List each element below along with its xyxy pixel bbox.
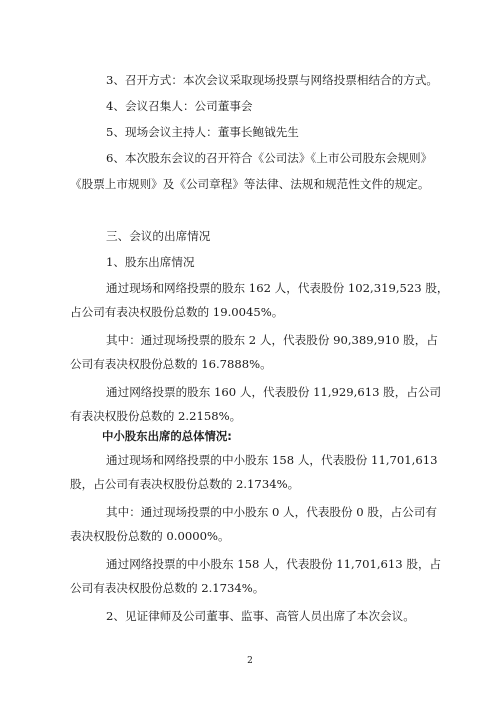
para-minority-online-line-2: 公司有表决权股份总数的 2.1734%。 xyxy=(70,581,265,595)
item-6-compliance-line-1: 6、本次股东会议的召开符合《公司法》《上市公司股东会规则》 xyxy=(106,151,433,165)
para-online-attendance-line-1: 通过网络投票的股东 160 人，代表股份 11,929,613 股，占公司 xyxy=(106,385,442,399)
para-minority-total-line-1: 通过现场和网络投票的中小股东 158 人，代表股份 11,701,613 xyxy=(106,453,438,467)
para-onsite-attendance-line-1: 其中：通过现场投票的股东 2 人，代表股份 90,389,910 股，占 xyxy=(106,333,438,347)
item-2-witness-attendance: 2、见证律师及公司董事、监事、高管人员出席了本次会议。 xyxy=(106,609,415,623)
item-5-host: 5、现场会议主持人：董事长鲍钺先生 xyxy=(106,125,299,139)
item-3-meeting-method: 3、召开方式：本次会议采取现场投票与网络投票相结合的方式。 xyxy=(106,73,439,87)
para-minority-total-line-2: 股，占公司有表决权股份总数的 2.1734%。 xyxy=(70,477,300,491)
item-6-compliance-line-2: 《股票上市规则》及《公司章程》等法律、法规和规范性文件的规定。 xyxy=(70,177,430,191)
subheading-shareholder-attendance: 1、股东出席情况 xyxy=(106,255,195,269)
para-total-attendance-line-1: 通过现场和网络投票的股东 162 人，代表股份 102,319,523 股， xyxy=(106,281,449,295)
para-minority-onsite-line-2: 表决权股份总数的 0.0000%。 xyxy=(70,529,230,543)
item-4-convener: 4、会议召集人：公司董事会 xyxy=(106,99,253,113)
section-heading-attendance: 三、会议的出席情况 xyxy=(106,229,211,243)
para-online-attendance-line-2: 有表决权股份总数的 2.2158%。 xyxy=(70,409,242,423)
page-number: 2 xyxy=(247,656,253,666)
para-onsite-attendance-line-2: 公司有表决权股份总数的 16.7888%。 xyxy=(70,357,272,371)
para-minority-onsite-line-1: 其中：通过现场投票的中小股东 0 人，代表股份 0 股，占公司有 xyxy=(106,505,437,519)
para-total-attendance-line-2: 占公司有表决权股份总数的 19.0045%。 xyxy=(70,305,284,319)
subheading-minority-shareholders: 中小股东出席的总体情况: xyxy=(102,429,232,443)
para-minority-online-line-1: 通过网络投票的中小股东 158 人，代表股份 11,701,613 股，占 xyxy=(106,557,442,571)
